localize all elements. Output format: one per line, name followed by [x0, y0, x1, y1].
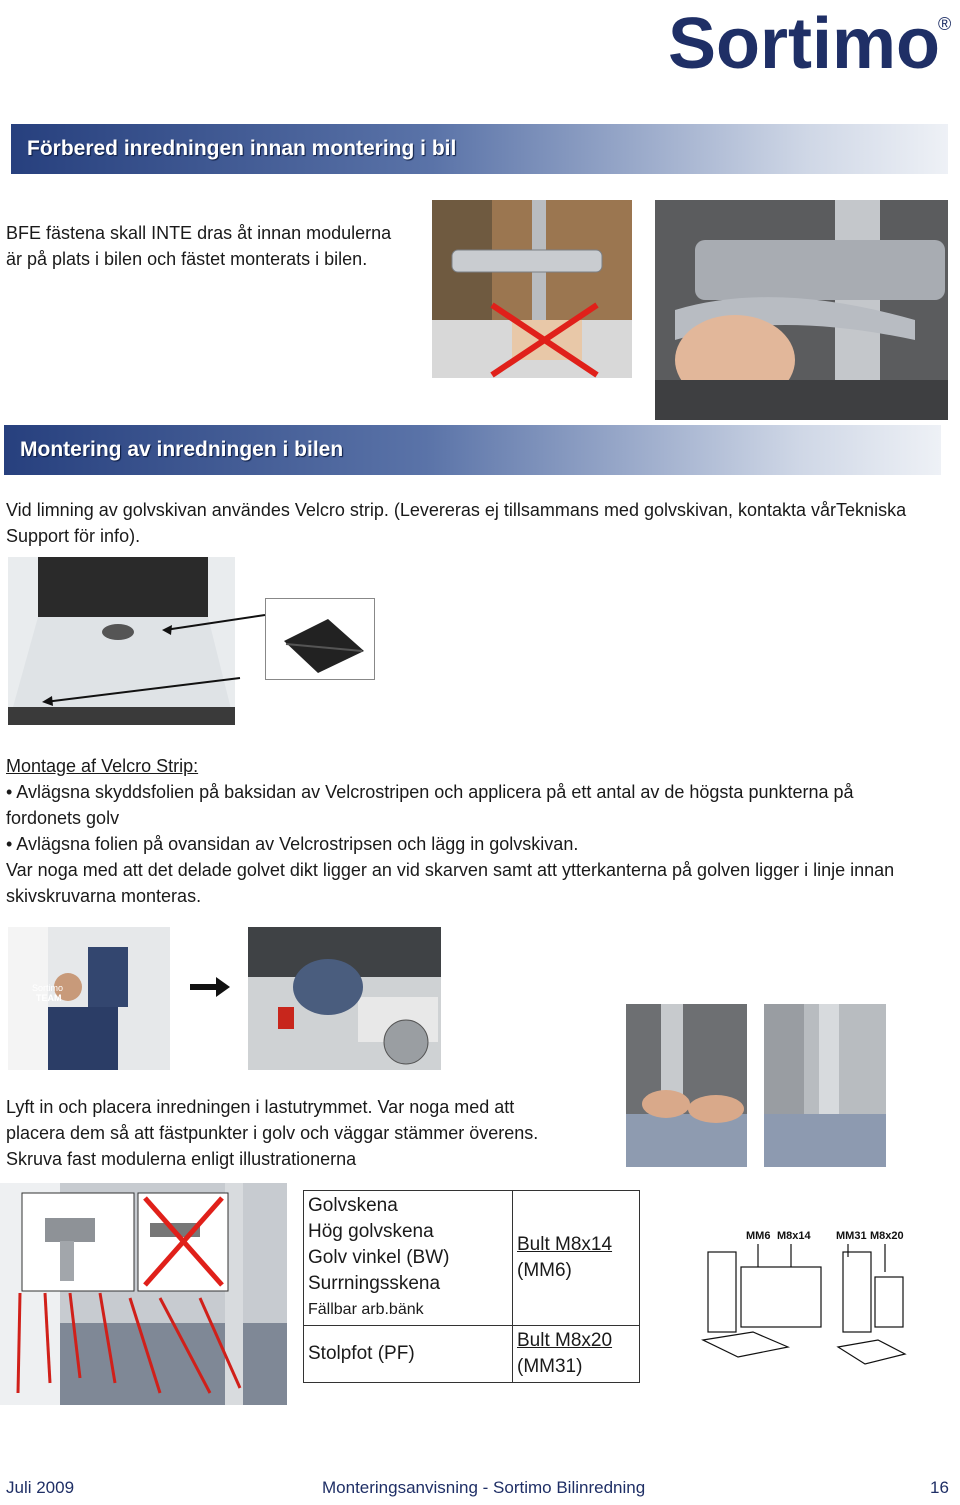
bolt-code: (MM6) [517, 1260, 572, 1281]
bolt-diagram [693, 1222, 908, 1382]
photo-rail-mounted [764, 1004, 886, 1167]
text-line: Skruva fast modulerna enligt illustrationerna [6, 1149, 357, 1169]
bullet-item: • Avlägsna skyddsfolien på baksidan av Velcrostripen och applicera på ett antal av de högsta punkterna på [6, 782, 854, 802]
lift-instructions [6, 1094, 606, 1172]
velcro-instructions [6, 753, 951, 909]
sortimo-logo [668, 4, 958, 76]
section-title-text: Förbered inredningen innan montering i bil [27, 137, 457, 160]
section-title-text: Montering av inredningen i bilen [20, 438, 344, 461]
section-title-prepare [11, 124, 948, 174]
part-item: Hög golvskena [308, 1221, 434, 1242]
photo-rail-hands [626, 1004, 747, 1167]
photo-bracket-hand [655, 200, 948, 420]
rail-list-cell [304, 1191, 513, 1326]
parts-table [303, 1190, 640, 1383]
part-item: Stolpfot (PF) [308, 1343, 415, 1364]
footer-date: Juli 2009 [6, 1478, 75, 1497]
photo-workers-lifting [8, 927, 170, 1070]
part-item: Golv vinkel (BW) [308, 1247, 450, 1268]
arrow-line [45, 678, 240, 702]
text-line: Support för info). [6, 526, 141, 546]
diagram-label: MM6 [746, 1230, 771, 1242]
bolt-label: Bult M8x14 [517, 1234, 613, 1255]
footer-page-number: 16 [930, 1478, 949, 1497]
registered-mark: ® [938, 14, 952, 34]
arrow-right-icon [190, 975, 232, 1004]
footer-title: Monteringsanvisning - Sortimo Bilinredning [322, 1478, 646, 1497]
arrow-head-icon [42, 696, 53, 706]
text-line: Lyft in och placera inredningen i lastutrymmet. Var noga med att [6, 1097, 515, 1117]
photo-van-interior [0, 1183, 287, 1405]
part-item: Surrningsskena [308, 1273, 441, 1294]
arrow-connectors [0, 590, 300, 710]
bullet-item-cont: fordonets golv [6, 808, 120, 828]
text-line: placera dem så att fästpunkter i golv och väggar stämmer överens. [6, 1123, 539, 1143]
velcro-intro [6, 497, 906, 549]
text-line: Vid limning av golvskivan användes Velcro strip. (Levereras ej tillsammans med golvskivan, kontakta vårTekniska [6, 500, 907, 520]
bfe-instruction [6, 220, 391, 272]
velcro-heading: Montage af Velcro Strip: [6, 756, 199, 776]
bolt-code: (MM31) [517, 1356, 583, 1377]
diagram-label: M8x20 [870, 1230, 904, 1242]
logo-text: Sortimo [668, 4, 941, 76]
bullet-item: • Avlägsna folien på ovansidan av Velcrostripsen och lägg in golvskivan. [6, 834, 579, 854]
foot-cell [304, 1326, 513, 1383]
note-line: Var noga med att det delade golvet dikt ligger an vid skarven samt att ytterkanterna på golven ligger i linje innan [6, 860, 895, 880]
part-item: Fällbar arb.bänk [308, 1301, 424, 1318]
jacket-text: TEAM [36, 993, 62, 1003]
arrow-line [165, 615, 265, 630]
section-title-mounting [4, 425, 941, 475]
jacket-text: Sortimo [32, 983, 64, 993]
arrow-head-icon [162, 625, 172, 635]
text-line: är på plats i bilen och fästet monterats i bilen. [6, 249, 368, 269]
bolt-cell [513, 1326, 640, 1383]
diagram-label: MM31 [836, 1230, 867, 1242]
bolt-cell [513, 1191, 640, 1326]
part-item: Golvskena [308, 1195, 398, 1216]
bolt-label: Bult M8x20 [517, 1330, 613, 1351]
photo-worker-drilling [248, 927, 441, 1070]
note-line: skivskruvarna monteras. [6, 886, 202, 906]
photo-bracket-no-tighten [432, 200, 632, 378]
text-line: BFE fästena skall INTE dras åt innan modulerna [6, 223, 392, 243]
diagram-label: M8x14 [777, 1230, 811, 1242]
